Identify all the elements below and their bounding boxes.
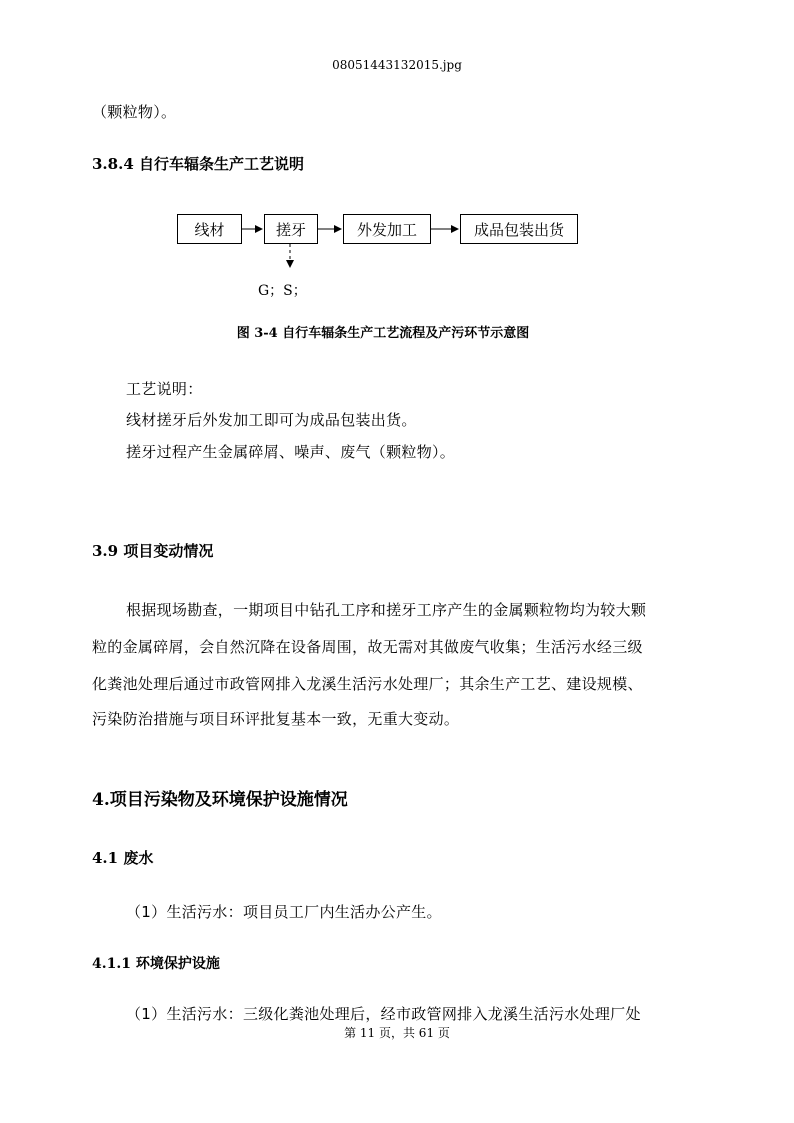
paragraph-line-4: 污染防治措施与项目环评批复基本一致，无重大变动。	[92, 710, 460, 728]
paragraph-line-3: 化粪池处理后通过市政管网排入龙溪生活污水处理厂；其余生产工艺、建设规模、	[92, 675, 643, 693]
flow-step-wire: 线材	[177, 214, 242, 244]
process-desc-line-2: 搓牙过程产生金属碎屑、噪声、废气（颗粒物）。	[126, 443, 456, 461]
flow-step-thread-rolling: 搓牙	[264, 214, 318, 244]
process-desc-line-1: 线材搓牙后外发加工即可为成品包装出货。	[126, 411, 417, 429]
paragraph-line-2: 粒的金属碎屑，会自然沉降在设备周围，故无需对其做废气收集；生活污水经三级	[92, 638, 643, 656]
section-4-1-1-text: （1）生活污水：三级化粪池处理后，经市政管网排入龙溪生活污水处理厂处	[126, 1005, 641, 1023]
flow-step-outsourced-processing: 外发加工	[343, 214, 431, 244]
flow-arrows	[0, 0, 794, 320]
page-header-filename: 08051443132015.jpg	[332, 58, 462, 72]
section-4-heading: 4.项目污染物及环境保护设施情况	[92, 790, 348, 810]
pollutant-label: G；S；	[258, 283, 307, 299]
flow-step-packaging-shipping: 成品包装出货	[460, 214, 578, 244]
section-4-1-heading: 4.1 废水	[92, 849, 154, 867]
section-4-1-text: （1）生活污水：项目员工厂内生活办公产生。	[126, 903, 442, 921]
page-footer: 第 11 页，共 61 页	[344, 1026, 450, 1040]
continuation-text: （颗粒物）。	[92, 103, 177, 121]
process-desc-label: 工艺说明：	[126, 380, 203, 398]
section-3-8-4-heading: 3.8.4 自行车辐条生产工艺说明	[92, 155, 304, 173]
section-4-1-1-heading: 4.1.1 环境保护设施	[92, 956, 220, 972]
figure-caption: 图 3-4 自行车辐条生产工艺流程及产污环节示意图	[236, 326, 530, 341]
paragraph-line-1: 根据现场勘查，一期项目中钻孔工序和搓牙工序产生的金属颗粒物均为较大颗	[126, 601, 647, 619]
section-3-9-heading: 3.9 项目变动情况	[92, 542, 214, 560]
